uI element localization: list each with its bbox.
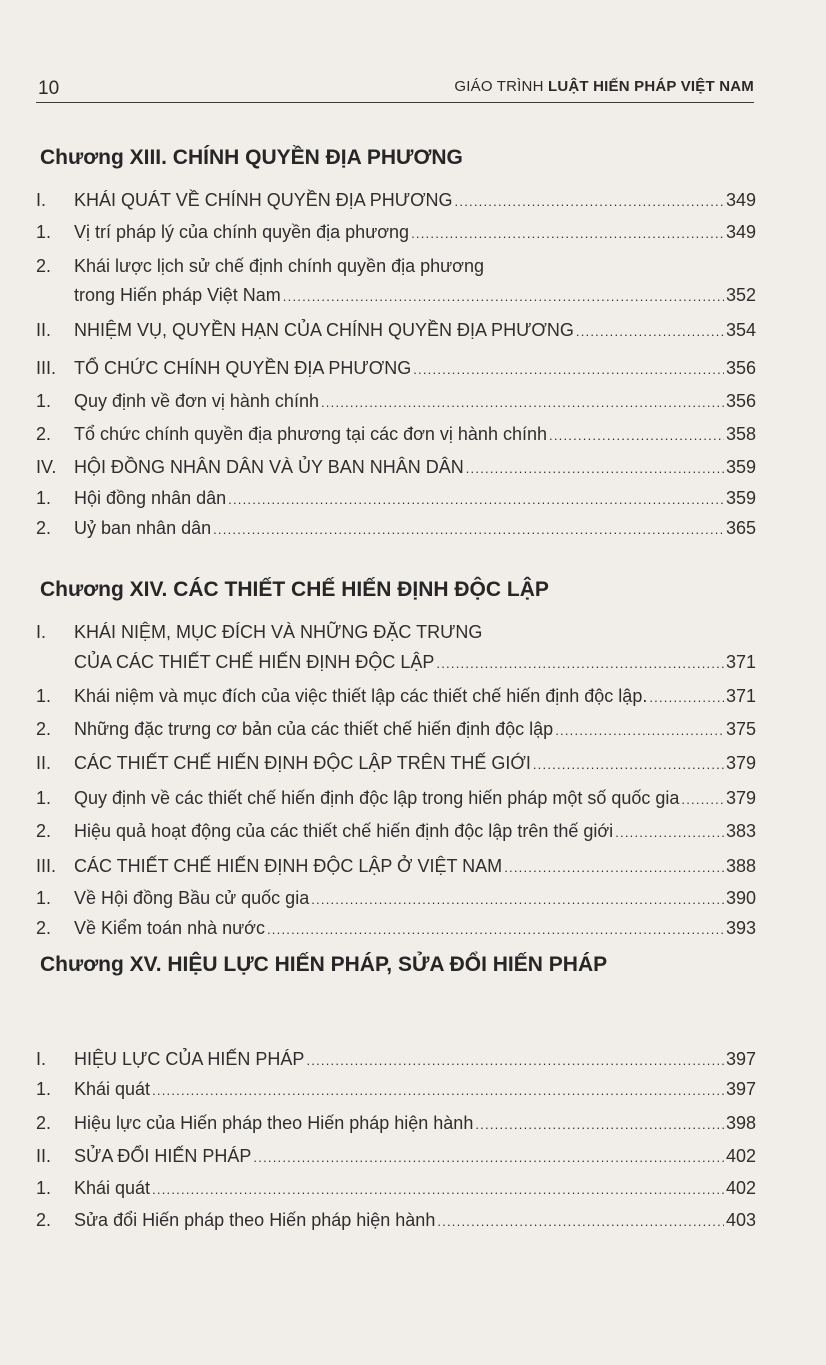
toc-entry-page: 352 xyxy=(725,285,756,305)
toc-entry-number: 2. xyxy=(36,424,52,444)
toc-entry-number: I. xyxy=(36,622,47,642)
toc-entry[interactable] xyxy=(74,652,756,680)
running-title-bold: LUẬT HIẾN PHÁP VIỆT NAM xyxy=(547,78,754,95)
toc-entry-title: Hiệu lực của Hiến pháp theo Hiến pháp hiện hành xyxy=(74,1113,474,1133)
toc-entry-number: 2. xyxy=(36,1210,52,1230)
dot-leader xyxy=(267,918,724,939)
toc-entry-title: Khái lược lịch sử chế định chính quyền địa phương xyxy=(74,256,484,276)
toc-entry[interactable] xyxy=(36,821,756,849)
toc-entry-page: 402 xyxy=(725,1146,756,1166)
running-title xyxy=(454,78,754,95)
toc-entry-title: HIỆU LỰC CỦA HIẾN PHÁP xyxy=(74,1049,305,1069)
toc-entry-number: 1. xyxy=(36,888,52,908)
toc-entry[interactable] xyxy=(36,918,756,946)
dot-leader xyxy=(413,358,724,379)
toc-entry-page: 379 xyxy=(725,753,756,773)
toc-entry-title: Hội đồng nhân dân xyxy=(74,488,227,508)
toc-entry[interactable] xyxy=(36,1079,756,1107)
toc-entry-page: 402 xyxy=(725,1178,756,1198)
toc-entry-title: Uỷ ban nhân dân xyxy=(74,518,212,538)
toc-entry-page: 371 xyxy=(725,652,756,672)
toc-entry-number: III. xyxy=(36,856,57,876)
toc-entry[interactable] xyxy=(36,391,756,419)
toc-entry[interactable] xyxy=(36,488,756,516)
dot-leader xyxy=(411,222,724,243)
dot-leader xyxy=(228,488,724,509)
toc-entry-number: 2. xyxy=(36,1113,52,1133)
toc-entry[interactable] xyxy=(36,1113,756,1141)
toc-entry-title: SỬA ĐỔI HIẾN PHÁP xyxy=(74,1146,252,1166)
toc-entry[interactable] xyxy=(36,719,756,747)
toc-entry-title: Sửa đổi Hiến pháp theo Hiến pháp hiện hành xyxy=(74,1210,436,1230)
running-title-prefix: GIÁO TRÌNH xyxy=(454,78,548,95)
toc-entry-page: 398 xyxy=(725,1113,756,1133)
toc-entry[interactable] xyxy=(36,320,756,348)
toc-entry-number: 2. xyxy=(36,918,52,938)
toc-entry-page: 397 xyxy=(725,1079,756,1099)
toc-entry-page: 375 xyxy=(725,719,756,739)
toc-entry-page: 388 xyxy=(725,856,756,876)
toc-entry[interactable] xyxy=(36,358,756,386)
dot-leader xyxy=(437,1210,724,1231)
toc-entry-number: 1. xyxy=(36,1178,52,1198)
toc-entry-number: III. xyxy=(36,358,57,378)
dot-leader xyxy=(549,424,724,445)
dot-leader xyxy=(455,190,724,211)
toc-entry-page: 365 xyxy=(725,518,756,538)
dot-leader xyxy=(306,1049,724,1070)
toc-entry-page: 356 xyxy=(725,358,756,378)
toc-entry-page: 397 xyxy=(725,1049,756,1069)
chapter-title: Chương XIII. CHÍNH QUYỀN ĐỊA PHƯƠNG xyxy=(40,146,463,169)
toc-entry-number: I. xyxy=(36,190,47,210)
toc-entry-page: 354 xyxy=(725,320,756,340)
dot-leader xyxy=(649,686,724,707)
toc-entry[interactable] xyxy=(36,888,756,916)
dot-leader xyxy=(213,518,724,539)
toc-entry[interactable] xyxy=(36,1178,756,1206)
toc-entry[interactable] xyxy=(36,1049,756,1077)
toc-entry-title: Tổ chức chính quyền địa phương tại các đơn vị hành chính xyxy=(74,424,547,444)
dot-leader xyxy=(576,320,724,341)
toc-entry-title: HỘI ĐỒNG NHÂN DÂN VÀ ỦY BAN NHÂN DÂN xyxy=(74,457,464,477)
toc-entry-number: IV. xyxy=(36,457,57,477)
toc-entry[interactable] xyxy=(36,622,756,650)
toc-entry-number: 2. xyxy=(36,518,52,538)
dot-leader xyxy=(253,1146,724,1167)
toc-entry-number: 2. xyxy=(36,256,52,276)
chapter-title: Chương XIV. CÁC THIẾT CHẾ HIẾN ĐỊNH ĐỘC LẬP xyxy=(40,578,549,601)
toc-entry-page: 390 xyxy=(725,888,756,908)
toc-entry-number: 2. xyxy=(36,719,52,739)
toc-entry-number: 1. xyxy=(36,391,52,411)
dot-leader xyxy=(475,1113,724,1134)
toc-entry-number: 1. xyxy=(36,686,52,706)
toc-entry-page: 371 xyxy=(725,686,756,706)
toc-entry-title: Khái quát xyxy=(74,1079,151,1099)
toc-entry-title: CỦA CÁC THIẾT CHẾ HIẾN ĐỊNH ĐỘC LẬP xyxy=(74,652,435,672)
toc-entry-number: 1. xyxy=(36,788,52,808)
toc-entry[interactable] xyxy=(36,457,756,485)
dot-leader xyxy=(615,821,724,842)
toc-entry-number: II. xyxy=(36,1146,52,1166)
toc-entry-number: I. xyxy=(36,1049,47,1069)
dot-leader xyxy=(152,1079,724,1100)
dot-leader xyxy=(533,753,724,774)
toc-entry-title: Về Kiểm toán nhà nước xyxy=(74,918,265,938)
toc-entry[interactable] xyxy=(36,424,756,452)
dot-leader xyxy=(681,788,724,809)
toc-entry-page: 359 xyxy=(725,457,756,477)
toc-entry-title: Hiệu quả hoạt động của các thiết chế hiến định độc lập trên thế giới xyxy=(74,821,614,841)
toc-entry-page: 393 xyxy=(725,918,756,938)
toc-entry-page: 379 xyxy=(725,788,756,808)
toc-entry-number: 1. xyxy=(36,488,52,508)
dot-leader xyxy=(504,856,724,877)
toc-entry-title: TỔ CHỨC CHÍNH QUYỀN ĐỊA PHƯƠNG xyxy=(74,358,412,378)
toc-entry-page: 359 xyxy=(725,488,756,508)
toc-entry-title: Khái quát xyxy=(74,1178,151,1198)
toc-entry-title: Quy định về đơn vị hành chính xyxy=(74,391,319,411)
toc-entry-number: II. xyxy=(36,320,52,340)
dot-leader xyxy=(321,391,724,412)
toc-entry-page: 383 xyxy=(725,821,756,841)
dot-leader xyxy=(436,652,724,673)
toc-entry[interactable] xyxy=(36,1146,756,1174)
toc-entry-number: 1. xyxy=(36,1079,52,1099)
toc-entry[interactable] xyxy=(36,686,756,714)
toc-entry-title: Vị trí pháp lý của chính quyền địa phương xyxy=(74,222,410,242)
toc-entry-page: 349 xyxy=(725,222,756,242)
toc-entry-title: Về Hội đồng Bầu cử quốc gia xyxy=(74,888,310,908)
toc-entry[interactable] xyxy=(36,190,756,218)
toc-entry[interactable] xyxy=(36,1210,756,1238)
page-number: 10 xyxy=(38,78,60,99)
toc-entry-page: 356 xyxy=(725,391,756,411)
toc-entry-title: CÁC THIẾT CHẾ HIẾN ĐỊNH ĐỘC LẬP TRÊN THẾ GIỚI xyxy=(74,753,531,773)
dot-leader xyxy=(466,457,724,478)
toc-entry[interactable] xyxy=(36,856,756,884)
toc-entry[interactable] xyxy=(36,753,756,781)
toc-entry[interactable] xyxy=(74,285,756,313)
toc-entry-title: Quy định về các thiết chế hiến định độc lập trong hiến pháp một số quốc gia xyxy=(74,788,680,808)
toc-entry-title: trong Hiến pháp Việt Nam xyxy=(74,285,281,305)
toc-entry-page: 403 xyxy=(725,1210,756,1230)
chapter-title: Chương XV. HIỆU LỰC HIẾN PHÁP, SỬA ĐỔI HIẾN PHÁP xyxy=(40,953,608,976)
toc-entry[interactable] xyxy=(36,788,756,816)
toc-entry[interactable] xyxy=(36,256,756,284)
toc-entry-title: KHÁI NIỆM, MỤC ĐÍCH VÀ NHỮNG ĐẶC TRƯNG xyxy=(74,622,483,642)
toc-entry-title: Những đặc trưng cơ bản của các thiết chế hiến định độc lập xyxy=(74,719,554,739)
toc-entry-number: 1. xyxy=(36,222,52,242)
toc-entry-title: CÁC THIẾT CHẾ HIẾN ĐỊNH ĐỘC LẬP Ở VIỆT NAM xyxy=(74,856,503,876)
toc-entry[interactable] xyxy=(36,222,756,250)
dot-leader xyxy=(152,1178,724,1199)
toc-entry-number: 2. xyxy=(36,821,52,841)
toc-entry-title: NHIỆM VỤ, QUYỀN HẠN CỦA CHÍNH QUYỀN ĐỊA PHƯƠNG xyxy=(74,320,574,340)
dot-leader xyxy=(311,888,724,909)
dot-leader xyxy=(555,719,724,740)
toc-entry-page: 349 xyxy=(725,190,756,210)
dot-leader xyxy=(283,285,724,306)
toc-entry-title: Khái niệm và mục đích của việc thiết lập các thiết chế hiến định độc lập. xyxy=(74,686,648,706)
toc-entry-page: 358 xyxy=(725,424,756,444)
toc-entry-title: KHÁI QUÁT VỀ CHÍNH QUYỀN ĐỊA PHƯƠNG xyxy=(74,190,453,210)
toc-entry[interactable] xyxy=(36,518,756,546)
toc-entry-number: II. xyxy=(36,753,52,773)
page-header xyxy=(36,74,754,103)
